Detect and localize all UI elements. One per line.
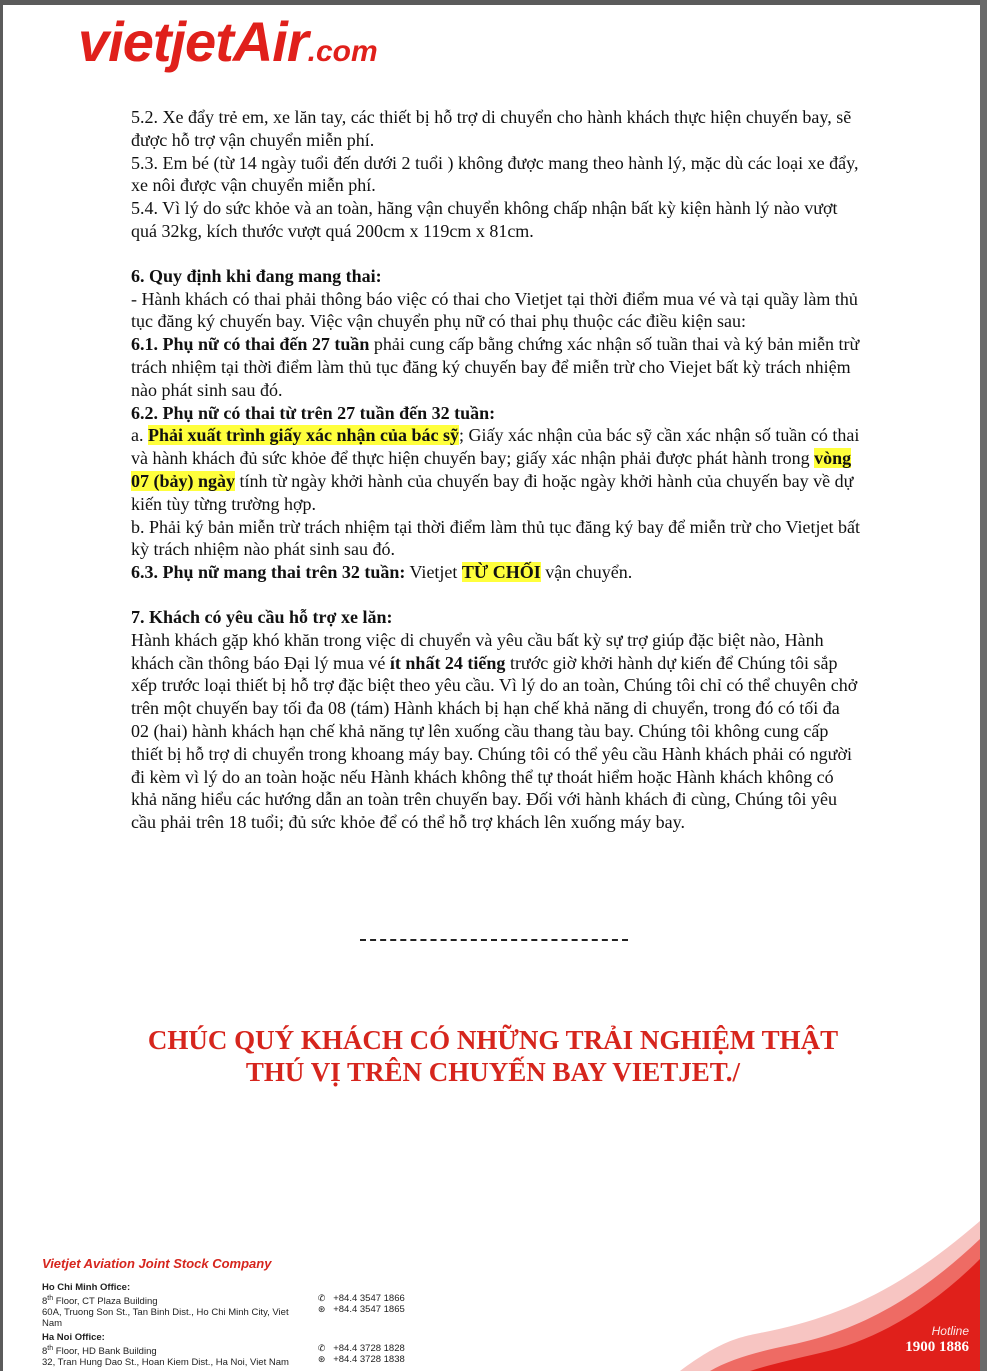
paragraph-5-4: 5.4. Vì lý do sức khỏe và an toàn, hãng vận chuyển không chấp nhận bất kỳ kiện hành lý nào vượt quá 32kg, kích thước vượt quá 200cm x 119cm x 81cm. — [131, 198, 838, 241]
office-hn-title: Ha Noi Office: — [42, 1332, 105, 1344]
section-6-2-title — [131, 402, 861, 425]
phone-icon: ✆ — [317, 1343, 326, 1354]
phone-icon: ✆ — [317, 1293, 326, 1303]
logo-main-text: vietjetAir — [78, 10, 308, 73]
paragraph-6-2-a-prefix: a. — [131, 425, 148, 446]
paragraph-6-3-end: vận chuyển. — [540, 562, 633, 583]
hotline-label: Hotline — [931, 1324, 969, 1338]
section-6-title — [131, 265, 861, 288]
page-frame-left — [0, 0, 3, 1371]
page-frame-top — [0, 0, 987, 5]
highlight-doctor-certificate: Phải xuất trình giấy xác nhận của bác sỹ — [148, 425, 460, 446]
office-hcm-fax: +84.4 3547 1865 — [333, 1304, 405, 1315]
paragraph-6-1 — [131, 333, 861, 401]
section-7-title-text: 7. Khách có yêu cầu hỗ trợ xe lăn: — [131, 606, 393, 627]
paragraph-6-2-a-end: tính từ ngày khởi hành của chuyến bay đi hoặc ngày khởi hành của chuyến bay về dự kiến tùy từng trường hợp. — [131, 470, 854, 514]
closing-line-1: CHÚC QUÝ KHÁCH CÓ NHỮNG TRẢI NGHIỆM THẬT — [147, 1025, 839, 1055]
vietjet-logo — [78, 10, 378, 73]
paragraph-7-pre: Hành khách gặp khó khăn trong việc di chuyển và yêu cầu bất kỳ sự trợ giúp đặc biệt nào, Hành khách cần thông báo Đại lý mua vé — [131, 629, 824, 673]
paragraph-5-2: 5.2. Xe đẩy trẻ em, xe lăn tay, các thiết bị hỗ trợ di chuyển cho hành khách thực hiện chuyến bay, sẽ được hỗ trợ vận chuyển miễn phí. — [131, 107, 852, 150]
paragraph-6-1-bold: 6.1. Phụ nữ có thai đến 27 tuần — [131, 334, 370, 355]
paragraph-6-2-b: b. Phải ký bản miễn trừ trách nhiệm tại thời điểm làm thủ tục đăng ký bay để miễn trừ cho Vietjet bất kỳ trách nhiệm nào phát sinh sau đó. — [131, 516, 860, 560]
office-hcm-floor: 8th Floor, CT Plaza Building — [42, 1295, 158, 1308]
fax-icon: ⊛ — [317, 1304, 326, 1314]
office-hcm-address: 60A, Truong Son St., Tan Binh Dist., Ho Chi Minh City, Viet Nam — [42, 1307, 289, 1330]
paragraph-6-1-rest: phải cung cấp bằng chứng xác nhận số tuần thai và ký bản miễn trừ trách nhiệm tại thời điểm làm thủ tục đăng ký chuyến bay để miễn trừ cho Viejet bất kỳ trách nhiệm nào phát sinh sau đó. — [131, 334, 860, 400]
closing-line-2: THÚ VỊ TRÊN CHUYẾN BAY VIETJET./ — [245, 1057, 741, 1087]
office-hn-phone: +84.4 3728 1828 — [333, 1343, 405, 1355]
office-hcm-title: Ho Chi Minh Office: — [42, 1282, 131, 1293]
paragraph-6-2-a — [131, 424, 861, 515]
highlight-seven-days: vòng 07 (bảy) ngày — [131, 448, 852, 491]
office-hn-address: 32, Tran Hung Dao St., Hoan Kiem Dist., Ha Noi, Viet Nam — [42, 1357, 289, 1369]
document-body — [131, 106, 861, 834]
paragraph-7-bold: ít nhất 24 tiếng — [389, 652, 506, 673]
closing-message — [100, 1024, 886, 1088]
office-hn-fax: +84.4 3728 1838 — [333, 1354, 405, 1366]
paragraph-6-3-middle: Vietjet — [405, 562, 462, 583]
office-hcm — [42, 1282, 542, 1329]
office-hn — [42, 1332, 542, 1368]
paragraph-7-rest: trước giờ khởi hành dự kiến để Chúng tôi sắp xếp trước loại thiết bị hỗ trợ đặc biệt theo yêu cầu. Vì lý do an toàn, Chúng tôi chỉ có thể chuyên chở trên một chuyến bay tối đa 08 (tám) Hành khách bị hạn chế khả năng di chuyển, trong đó có tối đa 02 (hai) hành khách hạn chế khả năng tự lên xuống cầu thang tàu bay. Chúng tôi không cung cấp thiết bị hỗ trợ di chuyển trong khoang máy bay. Chúng tôi có thể yêu cầu Hành khách phải có người đi kèm vì lý do an toàn hoặc nếu Hành khách không thể tự thoát hiểm hoặc Hành khách không có khả năng hiểu các hướng dẫn an toàn trên chuyến bay. Đối với hành khách đi cùng, Chúng tôi yêu cầu phải trên 18 tuổi; đủ sức khỏe để có thể hỗ trợ khách lên xuống máy bay. — [131, 652, 858, 833]
hotline-block — [905, 1324, 969, 1356]
paragraph-6-2-a-middle: ; Giấy xác nhận của bác sỹ cần xác nhận số tuần có thai và hành khách đủ sức khỏe để thực hiện chuyến bay; giấy xác nhận phải được phát hành trong — [131, 425, 860, 469]
logo-suffix-text: .com — [307, 35, 378, 68]
page-footer — [42, 1256, 542, 1368]
paragraph-5-3: 5.3. Em bé (từ 14 ngày tuổi đến dưới 2 tuổi ) không được mang theo hành lý, mặc dù các loại xe đẩy, xe nôi được vận chuyển miễn phí. — [131, 152, 859, 196]
hotline-number: 1900 1886 — [905, 1339, 969, 1355]
section-6-intro: - Hành khách có thai phải thông báo việc có thai cho Vietjet tại thời điểm mua vé và tại quầy làm thủ tục đăng ký chuyến bay. Việc vận chuyển phụ nữ có thai phụ thuộc các điều kiện sau: — [131, 288, 858, 332]
page-frame-right — [980, 0, 987, 1371]
section-7-title — [131, 606, 861, 629]
highlight-refuse: TỪ CHỐI — [461, 562, 541, 583]
office-hn-floor: 8th Floor, HD Bank Building — [42, 1345, 157, 1358]
paragraph-6-3-bold: 6.3. Phụ nữ mang thai trên 32 tuần: — [131, 562, 406, 583]
section-6-title-text: 6. Quy định khi đang mang thai: — [131, 265, 382, 286]
dashed-divider — [360, 939, 628, 941]
company-name: Vietjet Aviation Joint Stock Company — [42, 1256, 272, 1271]
section-6-2-title-text: 6.2. Phụ nữ có thai từ trên 27 tuần đến 32 tuần: — [131, 402, 496, 423]
paragraph-6-3 — [131, 561, 861, 584]
office-hcm-phone: +84.4 3547 1866 — [333, 1293, 405, 1304]
paragraph-7 — [131, 629, 861, 834]
fax-icon: ⊛ — [317, 1354, 326, 1365]
